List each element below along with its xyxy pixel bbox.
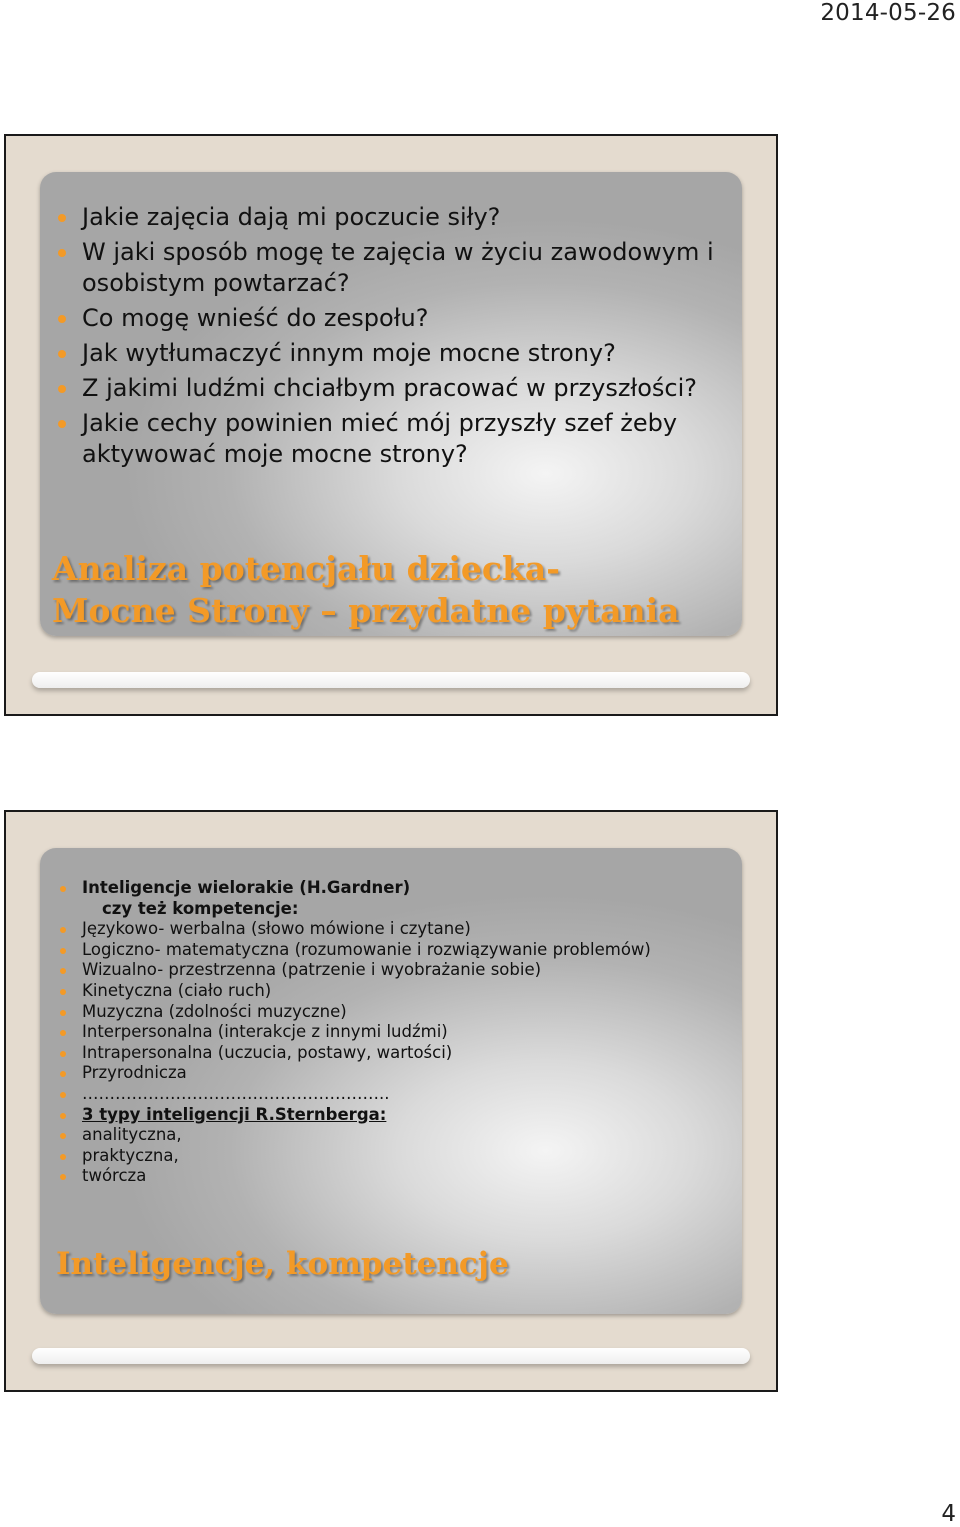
list-item: Jak wytłumaczyć innym moje mocne strony? bbox=[82, 338, 742, 369]
list-item: praktyczna, bbox=[82, 1146, 742, 1167]
list-item: Co mogę wnieść do zespołu? bbox=[82, 303, 742, 334]
list-item: Kinetyczna (ciało ruch) bbox=[82, 981, 742, 1002]
list-item: Przyrodnicza bbox=[82, 1063, 742, 1084]
list-heading-text: Inteligencje wielorakie (H.Gardner) bbox=[82, 878, 411, 897]
slide-title-line: Analiza potencjału dziecka- bbox=[52, 549, 560, 588]
document-date: 2014-05-26 bbox=[820, 0, 956, 26]
list-item: Interpersonalna (interakcje z innymi ludźmi) bbox=[82, 1022, 742, 1043]
sternberg-heading: 3 typy inteligencji R.Sternberga: bbox=[82, 1105, 742, 1126]
list-item: Logiczno- matematyczna (rozumowanie i rozwiązywanie problemów) bbox=[82, 940, 742, 961]
list-item: Z jakimi ludźmi chciałbym pracować w przyszłości? bbox=[82, 373, 742, 404]
list-item: Muzyczna (zdolności muzyczne) bbox=[82, 1002, 742, 1023]
question-list bbox=[82, 202, 742, 474]
list-heading bbox=[82, 878, 742, 919]
slide-intelligences bbox=[4, 810, 778, 1392]
slide-bottom-bar bbox=[32, 1348, 750, 1364]
list-item: Wizualno- przestrzenna (patrzenie i wyobrażanie sobie) bbox=[82, 960, 742, 981]
list-item: Intrapersonalna (uczucia, postawy, wartości) bbox=[82, 1043, 742, 1064]
slide-strengths bbox=[4, 134, 778, 716]
list-item: analityczna, bbox=[82, 1125, 742, 1146]
slide-title-line: Mocne Strony – przydatne pytania bbox=[52, 591, 680, 630]
list-item: twórcza bbox=[82, 1166, 742, 1187]
slide-title: Inteligencje, kompetencje bbox=[56, 1246, 509, 1282]
slide-title bbox=[52, 548, 680, 632]
list-item: Językowo- werbalna (słowo mówione i czytane) bbox=[82, 919, 742, 940]
list-heading-subtext: czy też kompetencje: bbox=[102, 898, 299, 918]
slide-content-panel bbox=[40, 172, 742, 636]
slide-bottom-bar bbox=[32, 672, 750, 688]
slide-content-panel bbox=[40, 848, 742, 1314]
list-item: Jakie zajęcia dają mi poczucie siły? bbox=[82, 202, 742, 233]
list-item: ……………………………………………….. bbox=[82, 1084, 742, 1105]
list-item: Jakie cechy powinien mieć mój przyszły szef żeby aktywować moje mocne strony? bbox=[82, 408, 742, 470]
intelligence-list bbox=[82, 878, 742, 1187]
list-item: W jaki sposób mogę te zajęcia w życiu zawodowym i osobistym powtarzać? bbox=[82, 237, 742, 299]
page-number: 4 bbox=[941, 1501, 956, 1527]
